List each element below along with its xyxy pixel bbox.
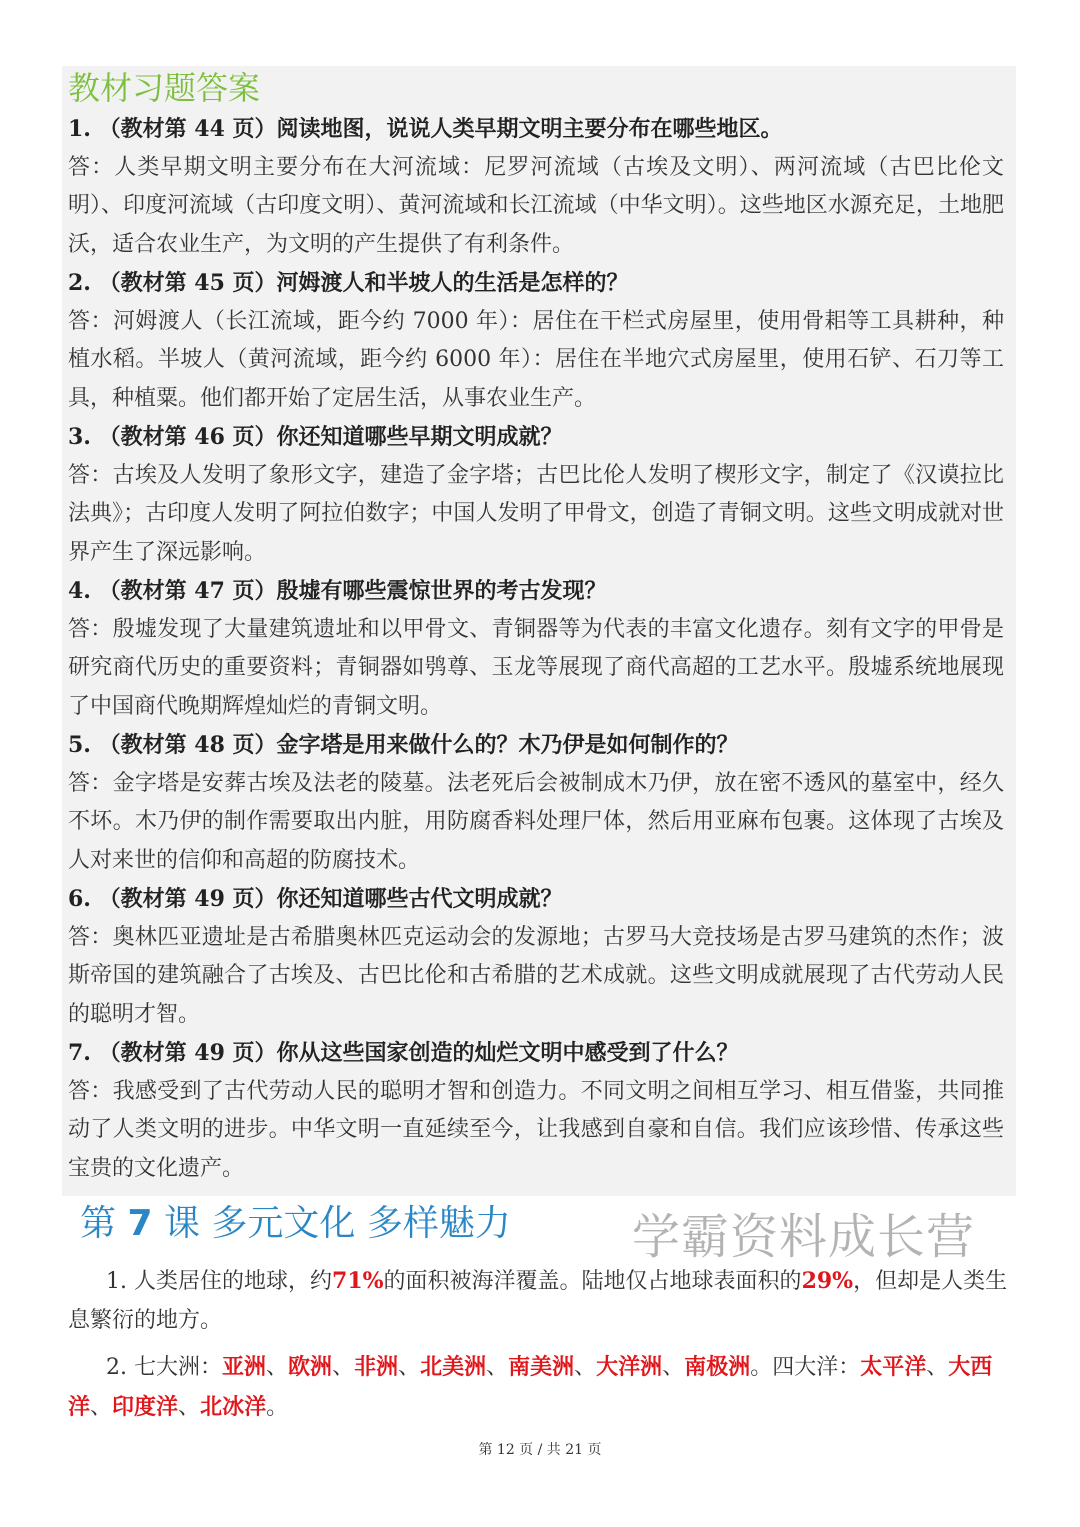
lesson-number: 7 (127, 1203, 153, 1244)
qa-item-7 (68, 1034, 1004, 1188)
ocean-pacific: 太平洋 (860, 1354, 927, 1380)
point-1-number: 1. (106, 1269, 127, 1294)
answer-6: 答：奥林匹亚遗址是古希腊奥林匹克运动会的发源地；古罗马大竞技场是古罗马建筑的杰作；波斯帝国的建筑融合了古埃及、古巴比伦和古希腊的艺术成就。这些文明成就展现了古代劳动人民的聪明才智。 (68, 924, 1004, 1027)
question-3: 3. （教材第 46 页）你还知道哪些早期文明成就？ (68, 424, 563, 450)
ocean-percent: 71% (332, 1268, 384, 1294)
page-footer: 第 12 页 / 共 21 页 (478, 1442, 602, 1458)
separator: 、 (574, 1355, 597, 1380)
lesson-title (80, 1198, 511, 1250)
ocean-atlantic: 大西洋 (68, 1354, 993, 1420)
separator: 、 (332, 1355, 355, 1380)
answer-4: 答：殷墟发现了大量建筑遗址和以甲骨文、青铜器等为代表的丰富文化遗存。刻有文字的甲骨是研究商代历史的重要资料；青铜器如鸮尊、玉龙等展现了商代高超的工艺水平。殷墟系统地展现了中国商代晚期辉煌灿烂的青铜文明。 (68, 616, 1004, 719)
point-2 (68, 1348, 1008, 1427)
ocean-arctic: 北冰洋 (200, 1393, 267, 1420)
question-4: 4. （教材第 47 页）殷墟有哪些震惊世界的考古发现？ (68, 578, 607, 604)
answer-3: 答：古埃及人发明了象形文字，建造了金字塔；古巴比伦人发明了楔形文字，制定了《汉谟拉比法典》；古印度人发明了阿拉伯数字；中国人发明了甲骨文，创造了青铜文明。这些文明成就对世界产生了深远影响。 (68, 462, 1004, 565)
oceans-label: 。四大洋： (750, 1355, 861, 1380)
continent-europe: 欧洲 (288, 1354, 333, 1380)
watermark: 学霸资料成长营 (632, 1209, 976, 1265)
answer-7: 答：我感受到了古代劳动人民的聪明才智和创造力。不同文明之间相互学习、相互借鉴，共同推动了人类文明的进步。中华文明一直延续至今，让我感到自豪和自信。我们应该珍惜、传承这些宝贵的文化遗产。 (68, 1078, 1004, 1181)
qa-item-2 (68, 264, 1004, 418)
point-2-number: 2. (106, 1355, 127, 1380)
qa-item-6 (68, 880, 1004, 1034)
continent-south-america: 南美洲 (508, 1354, 575, 1380)
continent-africa: 非洲 (354, 1354, 399, 1380)
key-points (68, 1262, 1008, 1435)
land-percent: 29% (801, 1268, 854, 1294)
question-5: 5. （教材第 48 页）金字塔是用来做什么的？木乃伊是如何制作的？ (68, 732, 739, 758)
question-2: 2. （教材第 45 页）河姆渡人和半坡人的生活是怎样的？ (68, 270, 629, 296)
qa-item-5 (68, 726, 1004, 880)
continent-antarctica: 南极洲 (684, 1354, 751, 1380)
qa-item-1 (68, 110, 1004, 264)
answers-section (62, 66, 1016, 1196)
question-7: 7. （教材第 49 页）你从这些国家创造的灿烂文明中感受到了什么？ (68, 1040, 739, 1066)
answer-5: 答：金字塔是安葬古埃及法老的陵墓。法老死后会被制成木乃伊，放在密不透风的墓室中，经久不坏。木乃伊的制作需要取出内脏，用防腐香料处理尸体，然后用亚麻布包裹。这体现了古埃及人对来世的信仰和高超的防腐技术。 (68, 770, 1004, 873)
separator: 、 (662, 1355, 685, 1380)
point-1-text-c: ，但却是人类生息繁衍的地方。 (68, 1269, 1008, 1333)
point-1 (68, 1262, 1008, 1340)
separator: 、 (178, 1394, 201, 1420)
qa-item-3 (68, 418, 1004, 572)
lesson-prefix: 第 (80, 1203, 117, 1244)
answer-1: 答：人类早期文明主要分布在大河流域：尼罗河流域（古埃及文明）、两河流域（古巴比伦文明）、印度河流域（古印度文明）、黄河流域和长江流域（中华文明）。这些地区水源充足，土地肥沃，适合农业生产，为文明的产生提供了有利条件。 (68, 154, 1004, 257)
point-1-text-a: 人类居住的地球，约 (134, 1269, 333, 1294)
question-1: 1. （教材第 44 页）阅读地图，说说人类早期文明主要分布在哪些地区。 (68, 116, 783, 142)
lesson-name: 课 多元文化 多样魅力 (163, 1203, 511, 1244)
point-2-end: 。 (266, 1394, 289, 1420)
answer-2: 答：河姆渡人（长江流域，距今约 7000 年）：居住在干栏式房屋里，使用骨耜等工具耕种，种植水稻。半坡人（黄河流域，距今约 6000 年）：居住在半地穴式房屋里，使用石铲、石刀等工具，种植粟。他们都开始了定居生活，从事农业生产。 (68, 308, 1004, 411)
continent-asia: 亚洲 (222, 1354, 267, 1380)
continent-north-america: 北美洲 (420, 1354, 487, 1380)
continents-label: 七大洲： (134, 1355, 223, 1380)
separator: 、 (926, 1355, 949, 1380)
separator: 、 (90, 1394, 113, 1420)
separator: 、 (486, 1355, 509, 1380)
separator: 、 (266, 1355, 289, 1380)
separator: 、 (398, 1355, 421, 1380)
section-heading: 教材习题答案 (68, 69, 261, 107)
continent-oceania: 大洋洲 (596, 1354, 663, 1380)
ocean-indian: 印度洋 (112, 1393, 179, 1420)
qa-item-4 (68, 572, 1004, 726)
point-1-text-b: 的面积被海洋覆盖。陆地仅占地球表面积的 (383, 1269, 802, 1294)
question-6: 6. （教材第 49 页）你还知道哪些古代文明成就？ (68, 886, 563, 912)
